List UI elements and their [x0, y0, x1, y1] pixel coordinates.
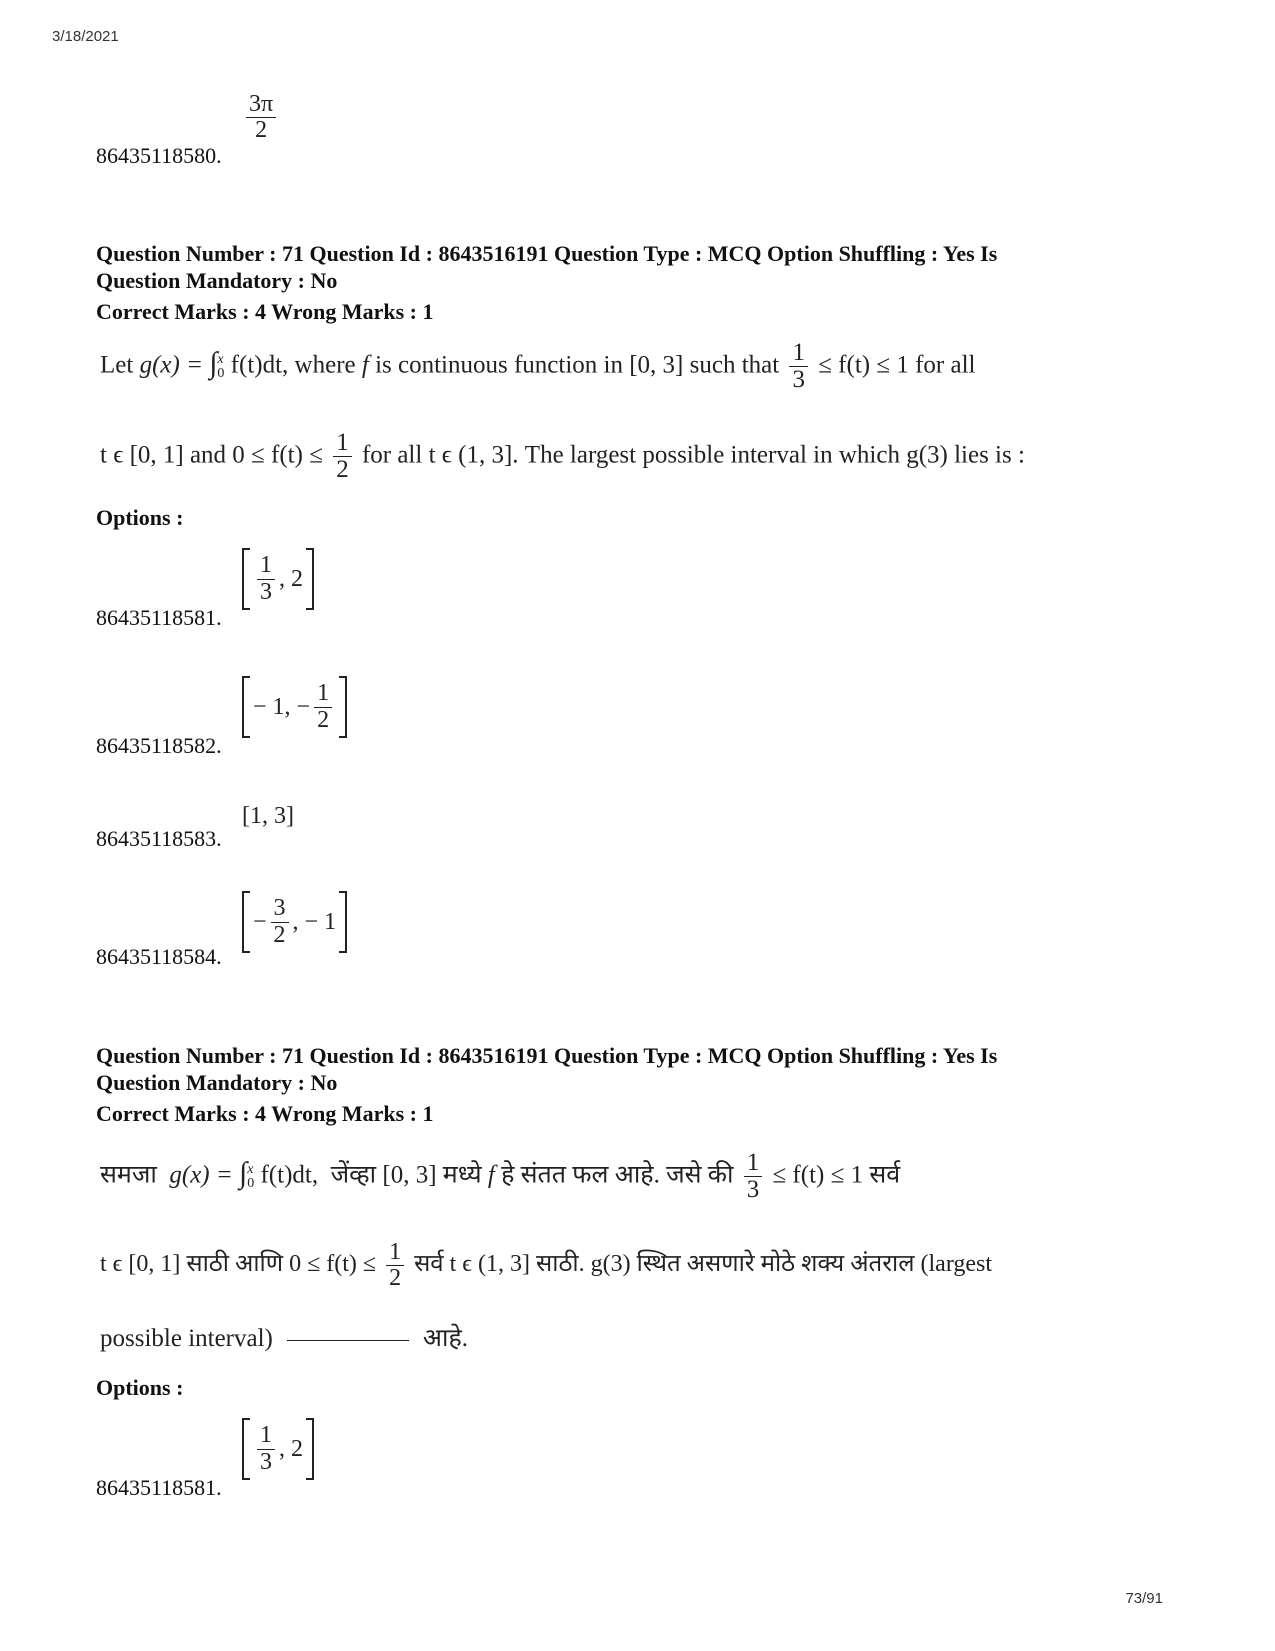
q2-options-label: Options :	[96, 1375, 184, 1400]
q1-option-4-id: 86435118584.	[96, 944, 222, 969]
answer-blank	[287, 1340, 409, 1341]
fraction: $\frac{1}{2}$	[333, 430, 352, 484]
q1-header: Question Number : 71 Question Id : 8643516191 Question Type : MCQ Option Shuffling : Yes Is Question Mandatory : No	[96, 241, 998, 293]
q1-option-4-value: − $\frac{3}{2}$ , − 1	[242, 891, 347, 960]
page-number: 73/91	[1125, 1590, 1163, 1607]
prev-option-id: 86435118580.	[96, 143, 222, 168]
q1-marks: Correct Marks : 4 Wrong Marks : 1	[96, 299, 434, 324]
integral-sign: ∫	[239, 1156, 248, 1190]
q1-option-2-id: 86435118582.	[96, 733, 222, 758]
q1-option-3-id: 86435118583.	[96, 826, 222, 851]
q1-option-1-id: 86435118581.	[96, 605, 222, 630]
integral-sign: ∫	[209, 346, 218, 380]
fraction: $\frac{1}{2}$	[314, 681, 332, 732]
q1-options-label: Options :	[96, 505, 184, 530]
prev-option-value	[242, 92, 280, 143]
fraction: $\frac{1}{3}$	[257, 553, 275, 604]
q2-header: Question Number : 71 Question Id : 8643516191 Question Type : MCQ Option Shuffling : Yes Is Question Mandatory : No	[96, 1043, 998, 1095]
q1-option-2-value: − 1, − $\frac{1}{2}$	[242, 676, 347, 745]
q1-text-line1: Let g(x) = ∫ x 0 f(t)dt, where f is continuous function in [0, 3] such that $\frac{1}{3}$ ≤ f(t) ≤ 1 for all	[100, 339, 976, 394]
q2-option-1-value: $\frac{1}{3}$ , 2	[242, 1418, 314, 1487]
fraction: $\frac{1}{3}$	[789, 340, 808, 394]
q1-option-1-value: $\frac{1}{3}$ , 2	[242, 548, 314, 617]
q2-text-line1: समजा g(x) = ∫ x 0 f(t)dt, जेंव्हा [0, 3] मध्ये f हे संतत फल आहे. जसे की $\frac{1}{3}$ ≤ f(t) ≤ 1 सर्व	[100, 1149, 901, 1204]
q1-text-line2: t ϵ [0, 1] and 0 ≤ f(t) ≤ $\frac{1}{2}$ for all t ϵ (1, 3]. The largest possible interval in which g(3) lies is :	[100, 429, 1025, 484]
fraction: $\frac{3\pi}{2}$	[246, 92, 276, 143]
fraction: $\frac{1}{3}$	[257, 1423, 275, 1474]
q2-marks: Correct Marks : 4 Wrong Marks : 1	[96, 1101, 434, 1126]
q2-text-line3: possible interval) आहे.	[100, 1325, 468, 1352]
fraction: $\frac{1}{2}$	[386, 1240, 404, 1291]
print-date: 3/18/2021	[52, 28, 119, 45]
q2-option-1-id: 86435118581.	[96, 1475, 222, 1500]
q2-text-line2: t ϵ [0, 1] साठी आणि 0 ≤ f(t) ≤ $\frac{1}{2}$ सर्व t ϵ (1, 3] साठी. g(3) स्थित असणारे मोठे शक्य अंतराल (largest	[100, 1239, 993, 1292]
fraction: $\frac{3}{2}$	[271, 896, 289, 947]
q1-option-3-value: [1, 3]	[242, 803, 294, 829]
fraction: $\frac{1}{3}$	[744, 1150, 763, 1204]
